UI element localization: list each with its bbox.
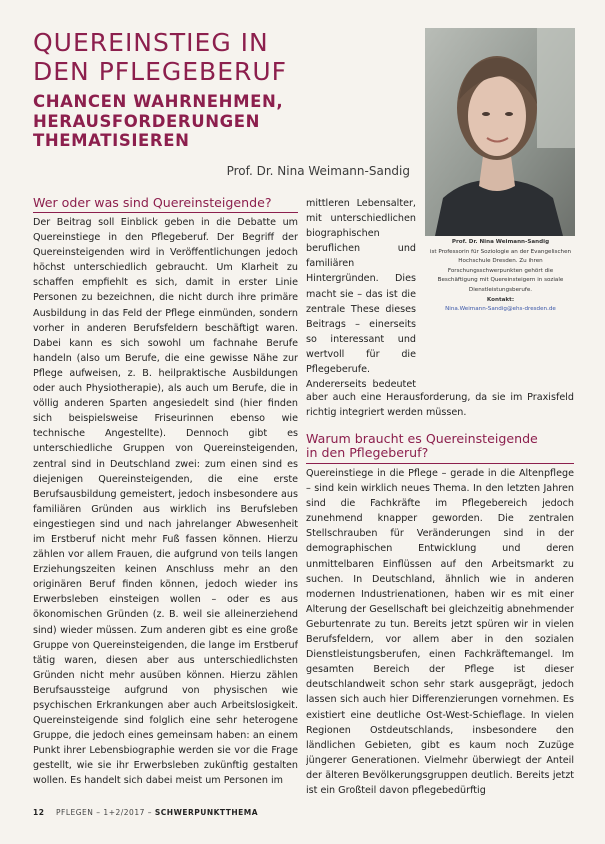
section1-heading: Wer oder was sind Quereinsteigende? bbox=[33, 195, 272, 210]
section-label: SCHWERPUNKTTHEMA bbox=[154, 808, 258, 817]
section1-divider bbox=[33, 212, 298, 213]
left-column-text: Der Beitrag soll Einblick geben in die Debatte um Quereinstiege in den Pflegeberuf. Der Begriff der Quereinsteigenden wird in Veröffentlichungen jedoch höchst unterschiedlich gebraucht. Um Klarheit zu schaffen empfiehlt es sich, damit in erster Linie Personen zu bezeichnen, die nicht durch ihre primäre Ausbildung in das Feld der Pflege einmünden, sondern vorher in anderen Berufsfeldern beschäftigt waren. Dabei kann es sich sowohl um fachnahe Berufe handeln (also um Berufe, die eine gewisse Nähe zur Pflege aufweisen, z. B. heilpraktische Ausbildungen oder auch Physiotherapie), als auch um Berufe, die in völlig anderen Sparten angesiedelt sind (hier finden sich beispielsweise Friseurinnen ebenso wie technische Angestellte). Dennoch gibt es unterschiedliche Gruppen von Quereinsteigenden, zentral sind in Deutschland zwei: zum einen sind es diejenigen Quereinsteigenden, die eine erste Berufsausbildung gemeistert, jedoch insbesondere aus familiären Gründen aus wirklich ins Berufsleben eingestiegen sind und nach jahrelanger Abwesenheit im Erstberuf nicht mehr Fuß fassen können. Hierzu zählen vor allem Frauen, die aufgrund von teils langen Erziehungszeiten keinen Anschluss mehr an den originären Beruf finden können, jedoch wieder ins Erwerbsleben einsteigen wollen – oder es aus ökonomischen Gründen (z. B. weil sie alleinerziehend sind) wieder müssen. Zum anderen gibt es eine große Gruppe von Quereinsteigenden, die lange im Erstberuf tätig waren, diesen aber aus unterschiedlichsten Gründen nicht mehr ausüben können. Hierzu zählen Berufsaussteige aufgrund von physischen wie psychischen Erkrankungen aber auch Arbeitslosigkeit. Quereinsteigende sind folglich eine sehr heterogene Gruppe, die jedoch eines gemeinsam haben: an einem Punkt ihrer Lebensbiographie werden sie vor die Frage gestellt, wie sie ihr Erwerbsleben zukünftig gestalten wollen. Es handelt sich dabei meist um Personen im bbox=[33, 217, 298, 787]
section2-heading-line-2: in den Pflegeberuf? bbox=[306, 445, 429, 460]
article-title bbox=[33, 28, 413, 86]
title-line-2: DEN PFLEGEBERUF bbox=[33, 57, 288, 86]
subtitle-line-2: HERAUSFORDERUNGEN bbox=[33, 111, 261, 131]
title-line-1: QUEREINSTIEG IN bbox=[33, 28, 269, 57]
section2-divider bbox=[306, 463, 574, 464]
caption-text: ist Professorin für Soziologie an der Evangelischen Hochschule Dresden. Zu ihren Forschungsschwerpunkten gehört die Beschäftigung mit Quereinsteigern in soziale Dienstleistungsberufe. bbox=[429, 248, 572, 293]
page-footer: 12 PFLEGEN – 1+2/2017 – SCHWERPUNKTTHEMA bbox=[33, 808, 258, 817]
article-subtitle bbox=[33, 92, 413, 151]
section2-text: Quereinstiege in die Pflege – gerade in die Altenpflege – sind kein wirklich neues Thema. In den letzten Jahren sind die Fachkräfte im Pflegebereich jedoch zunehmend knapper geworden. Die zentralen Stellschrauben für Veränderungen sind in der demographischen Entwicklung und deren unmittelbaren Einflüssen auf den Arbeitsmarkt zu suchen. In Deutschland, ähnlich wie in anderen modernen Industrienationen, haben wir es mit einer Alterung der Gesellschaft bei gleichzeitig abnehmender Geburtenrate zu tun. Bereits jetzt spüren wir in vielen Berufsfeldern, vor allem aber in den sozialen Dienstleistungsberufen, einen Fachkräftemangel. Im gesamten Bereich der Pflege ist dieser deutschlandweit schon sehr stark ausgeprägt, jedoch lassen sich auch hier Differenzierungen vornehmen. Es existiert eine deutliche Ost-West-Schieflage. In vielen Regionen Ostdeutschlands, insbesondere den ländlichen Gebieten, gibt es kaum noch Zuzüge jüngerer Generationen. Vielmehr überwiegt der Anteil der älteren Bevölkerungsgruppen deutlich. Bereits jetzt ist ein Großteil davon pflegebedürftig bbox=[306, 468, 574, 796]
portrait-illustration bbox=[425, 28, 575, 236]
author-name: Prof. Dr. Nina Weimann-Sandig bbox=[226, 164, 410, 178]
subtitle-line-1: CHANCEN WAHRNEHMEN, bbox=[33, 92, 284, 111]
section2-heading bbox=[306, 432, 574, 460]
page-number: 12 bbox=[33, 808, 45, 817]
right-column-continued-text: aber auch eine Herausforderung, da sie im Praxisfeld richtig integriert werden müssen. bbox=[306, 392, 574, 419]
subtitle-line-3: THEMATISIEREN bbox=[33, 131, 190, 150]
caption-contact-label: Kontakt: bbox=[486, 296, 515, 303]
photo-caption bbox=[428, 238, 573, 315]
right-column-intro-text: mittleren Lebensalter, mit unterschiedlichen biographischen beruflichen und familiären Hintergründen. Dies macht sie – das ist die zentrale These dieses Beitrags – einerseits so interessant und wertvoll für die Pflegeberufe. Andererseits bedeutet bbox=[306, 198, 416, 391]
caption-name: Prof. Dr. Nina Weimann-Sandig bbox=[451, 239, 550, 245]
caption-email-link[interactable]: Nina.Weimann-Sandig@ehs-dresden.de bbox=[445, 306, 556, 313]
author-photo bbox=[425, 28, 575, 236]
magazine-issue: PFLEGEN – 1+2/2017 bbox=[55, 808, 145, 817]
section2-heading-line-1: Warum braucht es Quereinsteigende bbox=[306, 431, 538, 446]
